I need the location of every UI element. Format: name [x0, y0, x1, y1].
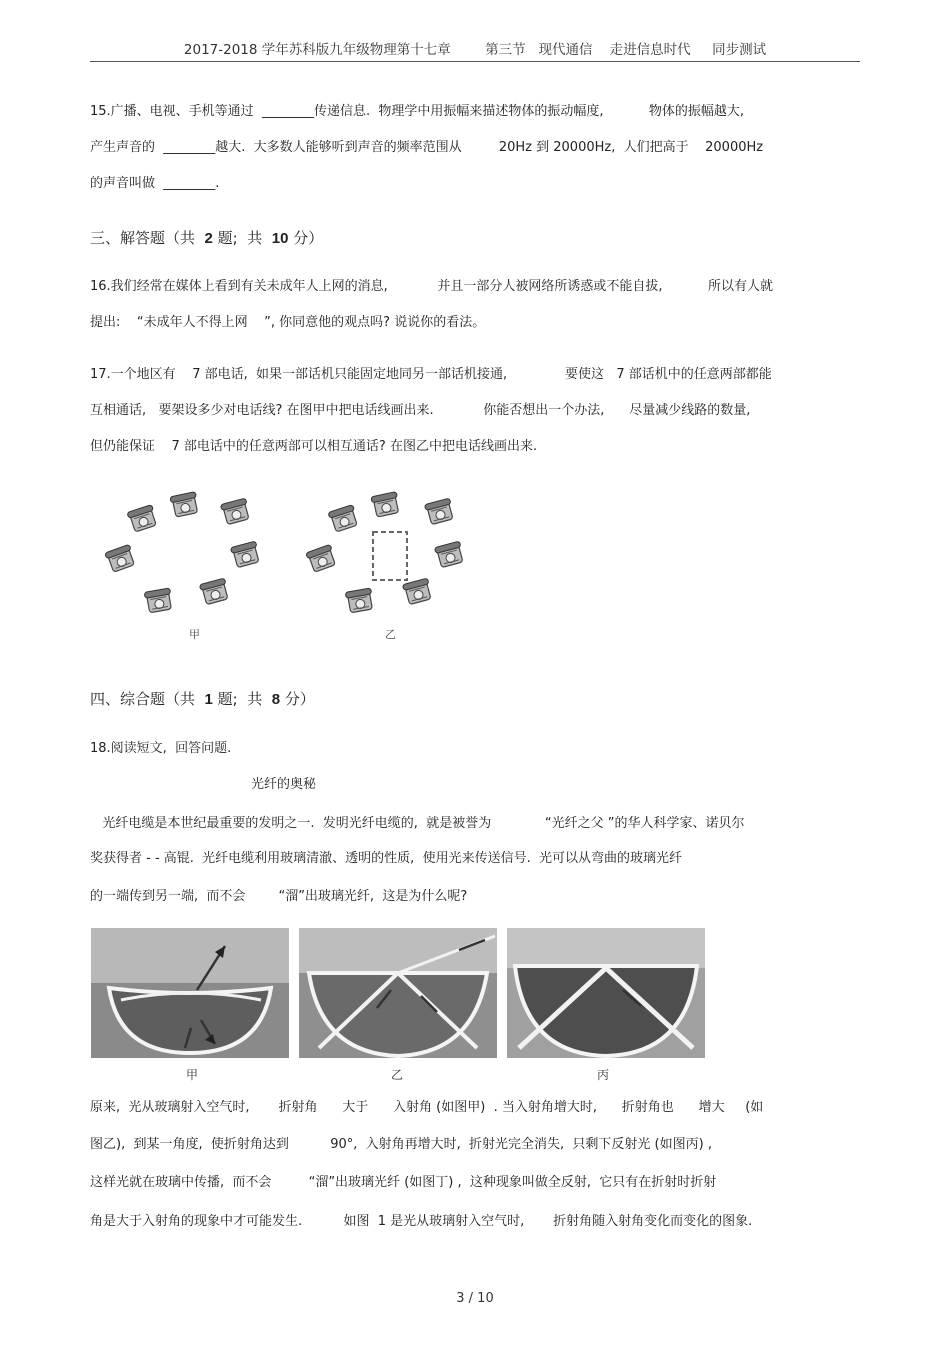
phone-group-yi [306, 492, 465, 614]
telephone-icon [170, 492, 200, 518]
telephone-icon [306, 544, 338, 573]
header-divider [90, 61, 860, 62]
q17-line-2: 互相通话, 要架设多少对电话线? 在图甲中把电话线画出来. 你能否想出一个办法, 尽量减少线路的数量, [90, 403, 751, 418]
telephone-icon [127, 505, 158, 533]
telephone-icon [402, 578, 433, 605]
section-heading-3: 三、解答题（共 2 题; 共 10 分） [90, 229, 324, 247]
refraction-photo-bing [507, 928, 705, 1058]
exchange-box [373, 532, 407, 580]
page-number: 3 / 10 [456, 1291, 494, 1306]
q18-intro: 18.阅读短文, 回答问题. [90, 741, 232, 756]
telephone-icon [220, 498, 251, 525]
telephone-icon [345, 588, 374, 613]
telephone-icon [144, 588, 173, 613]
page-header: 2017-2018 学年苏科版九年级物理第十七章 第三节 现代通信 走进信息时代 同步测试 [183, 42, 767, 58]
q17-line-3: 但仍能保证 7 部电话中的任意两部可以相互通话? 在图乙中把电话线画出来. [90, 439, 538, 454]
q15-line-1: 15.广播、电视、手机等通过 ________传递信息. 物理学中用振幅来描述物体的振动幅度, 物体的振幅越大, [90, 104, 745, 119]
photo-caption-jia: 甲 [186, 1068, 199, 1082]
q16-line-2: 提出: “未成年人不得上网 ”, 你同意他的观点吗? 说说你的看法。 [90, 315, 486, 330]
figure-caption-yi: 乙 [385, 628, 396, 641]
refraction-photo-yi [299, 928, 497, 1058]
telephone-icon [199, 578, 230, 605]
article-para2-line-1: 原来, 光从玻璃射入空气时, 折射角 大于 入射角 (如图甲) . 当入射角增大时, 折射角也 增大 (如 [90, 1100, 764, 1115]
telephone-icon [424, 498, 455, 525]
article-para1-line-3: 的一端传到另一端, 而不会 “溜”出玻璃光纤, 这是为什么呢? [90, 889, 468, 904]
telephone-icon [105, 544, 137, 573]
article-title: 光纤的奥秘 [251, 777, 317, 792]
photo-caption-bing: 丙 [597, 1068, 610, 1082]
q17-line-1: 17.一个地区有 7 部电话, 如果一部话机只能固定地同另一部话机接通, 要使这 7 部话机中的任意两部都能 [90, 367, 772, 382]
article-para2-line-3: 这样光就在玻璃中传播, 而不会 “溜”出玻璃光纤 (如图丁) , 这种现象叫做全反射, 它只有在折射时折射 [90, 1175, 717, 1190]
article-para2-line-4: 角是大于入射角的现象中才可能发生. 如图 1 是光从玻璃射入空气时, 折射角随入射角变化而变化的图象. [90, 1214, 753, 1229]
refraction-photo-jia [91, 928, 289, 1058]
photo-caption-yi: 乙 [391, 1068, 404, 1082]
telephone-icon [328, 505, 359, 533]
phone-group-jia [105, 492, 261, 614]
telephone-icon [371, 492, 401, 518]
article-para2-line-2: 图乙), 到某一角度, 使折射角达到 90°, 入射角再增大时, 折射光完全消失, 只剩下反射光 (如图丙) , [90, 1137, 712, 1152]
telephone-icon [230, 541, 261, 568]
q16-line-1: 16.我们经常在媒体上看到有关未成年人上网的消息, 并且一部分人被网络所诱惑或不能自拔, 所以有人就 [90, 279, 773, 294]
figure-caption-jia: 甲 [189, 628, 200, 641]
article-para1-line-2: 奖获得者 - - 高锟. 光纤电缆利用玻璃清澈、透明的性质, 使用光来传送信号. 光可以从弯曲的玻璃光纤 [90, 851, 682, 866]
article-para1-line-1: 光纤电缆是本世纪最重要的发明之一. 发明光纤电缆的, 就是被誉为 “光纤之父 ”的华人科学家、诺贝尔 [90, 816, 745, 831]
telephone-icon [434, 541, 465, 568]
telephone-figures [95, 480, 495, 630]
q15-line-3: 的声音叫做 ________. [90, 176, 220, 191]
section-heading-4: 四、综合题（共 1 题; 共 8 分） [90, 690, 315, 708]
q15-line-2: 产生声音的 ________越大. 大多数人能够听到声音的频率范围从 20Hz 到 20000Hz, 人们把高于 20000Hz [90, 140, 764, 155]
